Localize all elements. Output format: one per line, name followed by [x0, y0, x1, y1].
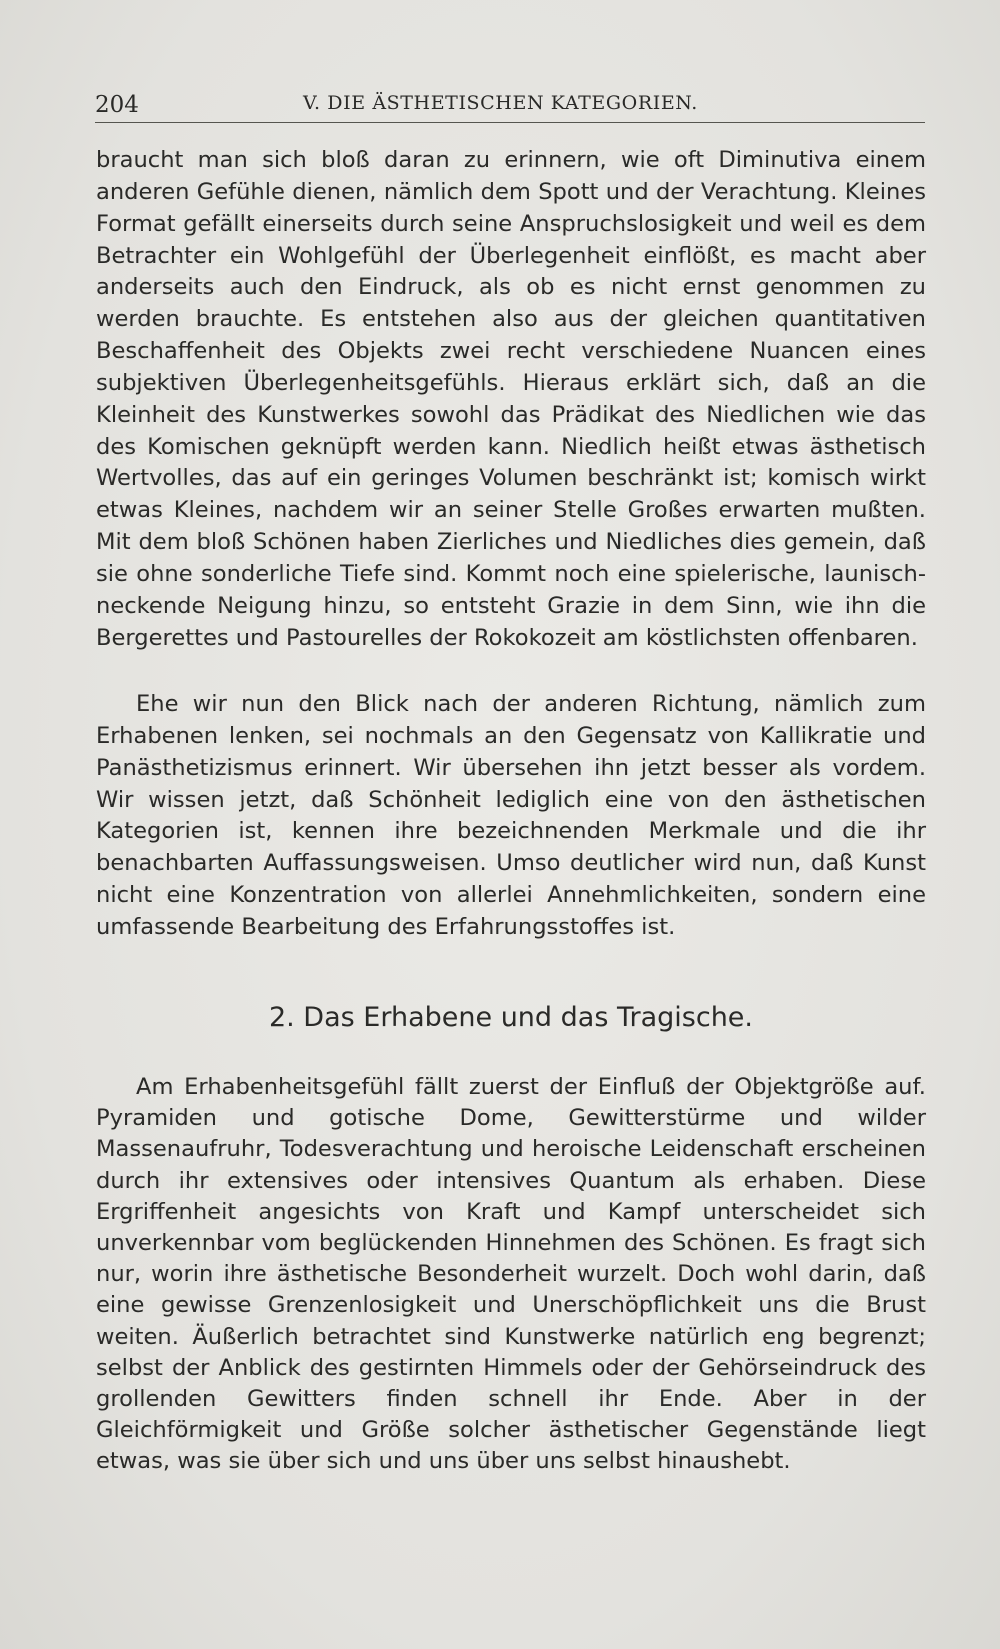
section-heading: 2. Das Erhabene und das Tragische.	[268, 1002, 754, 1033]
paragraph-erhabenen: Ehe wir nun den Blick nach der anderen Richtung, nämlich zum Erhabenen lenken, sei nochmals an den Gegensatz von Kallikratie und Panästhetizismus erinnert. Wir übersehen ihn jetzt besser als vordem. Wir wissen jetzt, daß Schönheit lediglich eine von den ästhetischen Kategorien ist, kennen ihre bezeichnenden Merkmale und die ihr benachbarten Auffassungsweisen. Umso deutlicher wird nun, daß Kunst nicht eine Konzentration von allerlei Annehmlichkeiten, sondern eine umfassende Bearbeitung des Erfahrungsstoffes ist.	[96, 691, 926, 940]
running-head	[95, 88, 925, 123]
page-number: 204	[95, 92, 139, 118]
paragraph-continued: braucht man sich bloß daran zu erinnern, wie oft Diminutiva einem anderen Gefühle dienen, nämlich dem Spott und der Verachtung. Kleines Format gefällt einerseits durch seine Anspruchslosigkeit und weil es dem Betrachter ein Wohlgefühl der Überlegenheit einflößt, es macht aber anderseits auch den Eindruck, als ob es nicht ernst genommen zu werden brauchte. Es entstehen also aus der gleichen quantitativen Beschaffenheit des Objekts zwei recht verschiedene Nuancen eines subjektiven Überlegenheitsgefühls. Hieraus erklärt sich, daß an die Kleinheit des Kunstwerkes sowohl das Prädikat des Niedlichen wie das des Komischen geknüpft werden kann. Niedlich heißt etwas ästhetisch Wertvolles, das auf ein geringes Volumen beschränkt ist; komisch wirkt etwas Kleines, nachdem wir an seiner Stelle Großes erwarten mußten. Mit dem bloß Schönen haben Zierliches und Niedliches dies gemein, daß sie ohne sonderliche Tiefe sind. Kommt noch eine spielerische, launisch-neckende Neigung hinzu, so entsteht Grazie in dem Sinn, wie ihn die Bergerettes und Pastourelles der Rokokozeit am köstlichsten offenbaren.	[96, 147, 926, 651]
running-head-title: V. DIE ÄSTHETISCHEN KATEGORIEN.	[303, 92, 698, 114]
section-paragraph: Am Erhabenheitsgefühl fällt zuerst der Einfluß der Objektgröße auf. Pyramiden und gotische Dome, Gewitterstürme und wilder Massenaufruhr, Todesverachtung und heroische Leidenschaft erscheinen durch ihr extensives oder intensives Quantum als erhaben. Diese Ergriffenheit angesichts von Kraft und Kampf unterscheidet sich unverkennbar vom beglückenden Hinnehmen des Schönen. Es fragt sich nur, worin ihre ästhetische Besonderheit wurzelt. Doch wohl darin, daß eine gewisse Grenzenlosigkeit und Unerschöpflichkeit uns die Brust weiten. Äußerlich betrachtet sind Kunstwerke natürlich eng begrenzt; selbst der Anblick des gestirnten Himmels oder der Gehörseindruck des grollenden Gewitters finden schnell ihr Ende. Aber in der Gleichförmigkeit und Größe solcher ästhetischer Gegenstände liegt etwas, was sie über sich und uns über uns selbst hinaushebt.	[96, 1074, 926, 1475]
